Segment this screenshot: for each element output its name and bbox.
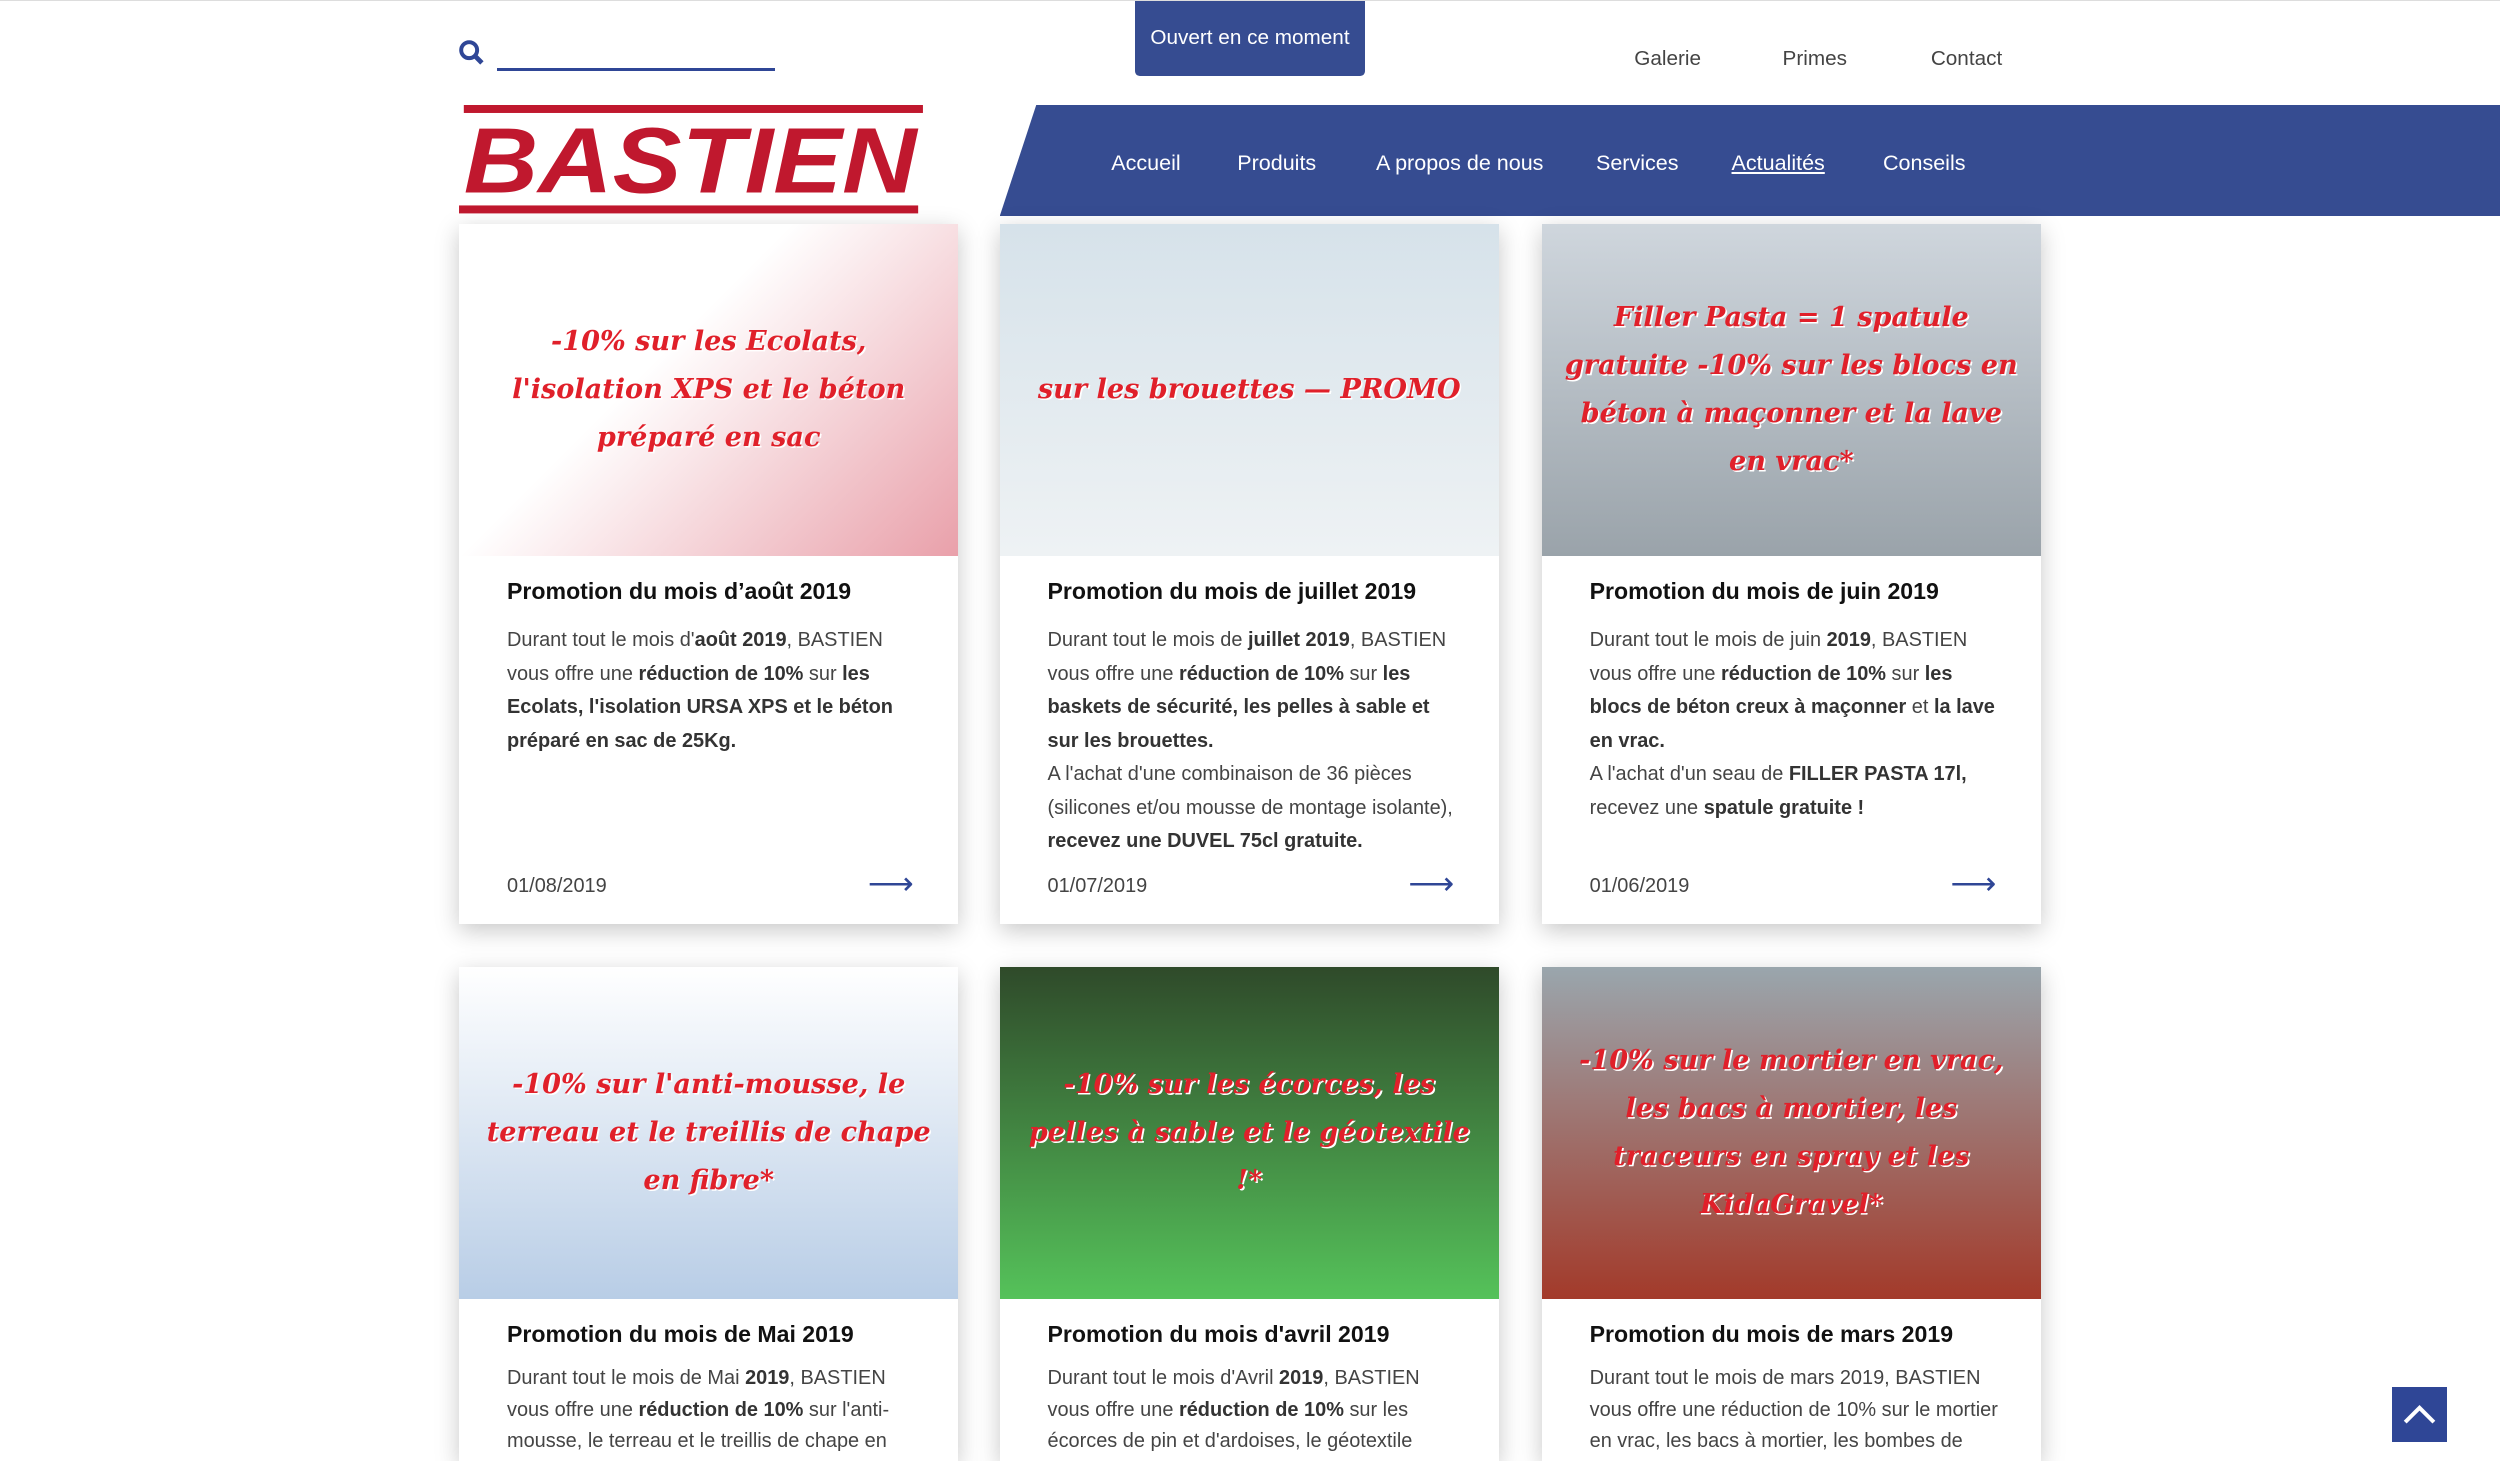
- card-title[interactable]: Promotion du mois de juin 2019: [1589, 578, 1939, 605]
- promo-image[interactable]: [459, 224, 958, 556]
- card-title[interactable]: Promotion du mois d’août 2019: [507, 578, 852, 605]
- card-title[interactable]: Promotion du mois de Mai 2019: [507, 1321, 854, 1348]
- promo-image[interactable]: [1542, 224, 2041, 556]
- promo-image-text: sur les brouettes — PROMO: [1037, 374, 1461, 406]
- arrow-right-icon[interactable]: ⟶: [1950, 864, 1997, 901]
- svg-text:BASTIEN: BASTIEN: [463, 108, 920, 213]
- news-card[interactable]: [1542, 224, 2041, 924]
- arrow-right-icon[interactable]: ⟶: [1408, 864, 1455, 901]
- card-body: Durant tout le mois de mars 2019, BASTIEN vous offre une réduction de 10% sur le mortier en vrac, les bacs à mortier, les bombes de: [1589, 1366, 1998, 1453]
- open-now-button[interactable]: Ouvert en ce moment: [1135, 1, 1365, 76]
- top-link-contact[interactable]: Contact: [1930, 47, 2003, 71]
- promo-image[interactable]: [459, 967, 958, 1299]
- card-body: Durant tout le mois de Mai 2019, BASTIEN vous offre une réduction de 10% sur l'anti-mousse, le terreau et le treillis de chape en: [507, 1366, 890, 1453]
- nav-services[interactable]: Services: [1595, 150, 1679, 175]
- nav-conseils[interactable]: Conseils: [1882, 150, 1966, 175]
- news-card[interactable]: [1000, 967, 1499, 1461]
- promo-image-text: -10% sur les Ecolats, l'isolation XPS et le béton préparé en sac: [512, 326, 906, 453]
- top-link-galerie[interactable]: Galerie: [1634, 47, 1702, 71]
- chevron-up-icon: [2402, 1403, 2437, 1425]
- card-date: 01/08/2019: [507, 874, 607, 897]
- scroll-to-top-button[interactable]: [2392, 1387, 2448, 1443]
- nav-actualites[interactable]: Actualités: [1731, 150, 1825, 175]
- card-title[interactable]: Promotion du mois de mars 2019: [1589, 1321, 1954, 1348]
- card-body: Durant tout le mois d'Avril 2019, BASTIEN vous offre une réduction de 10% sur les écorces de pin et d'ardoises, le géotextile: [1047, 1366, 1420, 1453]
- news-card[interactable]: [459, 224, 958, 924]
- card-date: 01/07/2019: [1047, 874, 1148, 897]
- news-card[interactable]: [459, 967, 958, 1461]
- promo-image-text: Filler Pasta = 1 spatule gratuite -10% sur les blocs en béton à maçonner et la lave en vrac*: [1564, 302, 2018, 477]
- promo-image[interactable]: [1000, 224, 1499, 556]
- search-icon[interactable]: [458, 39, 487, 68]
- card-date: 01/06/2019: [1589, 874, 1690, 897]
- promo-image[interactable]: [1542, 967, 2041, 1299]
- promo-image-text: -10% sur le mortier en vrac, les bacs à mortier, les traceurs en spray et les KidaGravel*: [1579, 1045, 2004, 1220]
- nav-a-propos[interactable]: A propos de nous: [1375, 150, 1544, 175]
- card-title[interactable]: Promotion du mois d'avril 2019: [1047, 1321, 1390, 1348]
- promo-image-text: -10% sur les écorces, les pelles à sable et le géotextile !*: [1028, 1069, 1470, 1196]
- arrow-right-icon[interactable]: ⟶: [867, 864, 914, 901]
- news-card[interactable]: [1000, 224, 1499, 924]
- card-title[interactable]: Promotion du mois de juillet 2019: [1047, 578, 1417, 605]
- logo[interactable]: [459, 105, 923, 217]
- nav-accueil[interactable]: Accueil: [1111, 150, 1181, 175]
- promo-image-text: -10% sur l'anti-mousse, le terreau et le treillis de chape en fibre*: [486, 1069, 931, 1196]
- nav-produits[interactable]: Produits: [1237, 150, 1317, 175]
- promo-image[interactable]: [1000, 967, 1499, 1299]
- card-body: Durant tout le mois de juillet 2019, BASTIEN vous offre une réduction de 10% sur les baskets de sécurité, les pelles à sable et sur les brouettes. A l'achat d'une combinaison de 36 pièces (silicones et/ou mousse de montage isolante), recevez une DUVEL 75cl gratuite.: [1047, 629, 1453, 853]
- card-body: Durant tout le mois de juin 2019, BASTIEN vous offre une réduction de 10% sur les blocs de béton creux à maçonner et la lave en vrac. A l'achat d'un seau de FILLER PASTA 17l, recevez une spatule gratuite !: [1589, 629, 1995, 819]
- search-input[interactable]: [497, 68, 774, 71]
- top-link-primes[interactable]: Primes: [1782, 47, 1847, 71]
- news-card[interactable]: [1542, 967, 2041, 1461]
- card-body: Durant tout le mois d'août 2019, BASTIEN vous offre une réduction de 10% sur les Ecolats, l'isolation URSA XPS et le béton préparé en sac de 25Kg.: [507, 629, 893, 752]
